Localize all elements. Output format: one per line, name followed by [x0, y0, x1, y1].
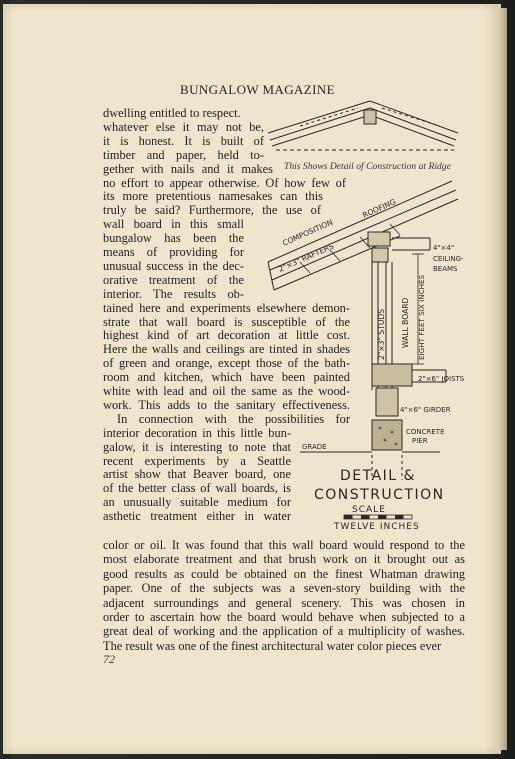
text-line: most elaborate treatment and that brush work on it brought out as	[103, 552, 465, 567]
text-line: of the better class of wall boards, is	[103, 481, 291, 496]
text-line: room and kitchen, which have been painted	[103, 370, 350, 385]
text-line: strate that wall board is susceptible of the	[103, 314, 350, 329]
label-studs: 2"×3" STUDS	[377, 308, 386, 360]
label-roofing: ROOFING	[361, 197, 398, 220]
label-joists: 2"×6" JOISTS	[418, 375, 465, 383]
text-line: whatever else it may not be,	[103, 119, 264, 134]
text-line: an unusually suitable medium for	[103, 495, 291, 510]
label-rafters: 2"×3" RAFTERS	[277, 241, 336, 274]
text-line: galow, it is interesting to note that	[103, 439, 291, 454]
text-line: highest kind of art decoration at little cost.	[103, 328, 350, 343]
label-pier-1: CONCRETE	[406, 428, 445, 436]
text-line: truly be said? Furthermore, the use of	[103, 203, 321, 218]
text-line: good results as could be obtained on the finest Whatman drawing	[103, 566, 465, 581]
label-grade: GRADE	[302, 443, 327, 451]
text-line: bungalow has been the	[103, 231, 244, 246]
text-line: asthetic treatment either in water	[103, 509, 291, 524]
detail-title-line1: DETAIL &	[340, 468, 416, 484]
text-line: gether with nails and it makes	[103, 161, 273, 176]
label-height: EIGHT FEET SIX INCHES	[417, 274, 426, 360]
detail-title-line2: CONSTRUCTION	[314, 487, 445, 503]
text-line: order to ascertain how the board would behave when subjected to a	[103, 610, 465, 624]
label-girder: 4"×6" GIRDER	[400, 406, 451, 414]
ridge-figure-caption: This Shows Detail of Construction at Ridge	[284, 161, 451, 172]
scale-bar	[344, 515, 412, 519]
label-composition: COMPOSITION	[281, 217, 335, 248]
text-line: interior decoration in this little bun-	[103, 425, 291, 440]
text-line: work. This adds to the sanitary effectiveness.	[103, 397, 350, 412]
text-line: recent experiments by a Seattle	[103, 453, 291, 468]
text-line: In connection with the possibilities for	[117, 411, 350, 426]
label-wall-board: WALL BOARD	[401, 297, 410, 348]
text-line: means of providing for	[103, 245, 244, 259]
text-line: paper. One of the subjects was a seven-story building with the	[103, 581, 465, 596]
text-line: its more pretentious namesakes can this	[103, 189, 323, 204]
text-line: Here the walls and ceilings are tinted in shades	[103, 342, 350, 357]
text-line: it is honest. It is built of	[103, 133, 264, 148]
text-line: white with lead and oil the same as the wood-	[103, 384, 350, 398]
label-ceiling-beams-size: 4"×4"	[433, 244, 455, 252]
text-line: of green and orange, except those of the bath-	[103, 356, 350, 371]
text-line: adjacent surroundings and general scenery. This was chosen in	[103, 595, 465, 610]
label-ceiling-beams-2: BEAMS	[433, 265, 458, 273]
text-line: unusual success in the dec-	[103, 258, 244, 273]
text-line: The result was one of the finest architectural water color pieces ever	[103, 638, 442, 653]
text-line: orative treatment of the	[103, 272, 244, 287]
page-number: 72	[103, 652, 115, 666]
detail-scale-label: SCALE	[352, 505, 386, 515]
text-line: great deal of working and the application of a multiplicity of washes.	[103, 624, 465, 639]
text-line: artist show that Beaver board, one	[103, 467, 291, 482]
text-line: timber and paper, held to-	[103, 147, 264, 162]
text-line: no effort to appear otherwise. Of how few of	[103, 175, 346, 190]
running-head: BUNGALOW MAGAZINE	[180, 82, 335, 97]
label-pier-2: PIER	[412, 437, 428, 445]
label-ceiling-beams-1: CEILING-	[433, 255, 464, 263]
text-line: wall board in this small	[103, 217, 244, 232]
detail-scale-value: TWELVE INCHES	[334, 522, 420, 532]
text-line: color or oil. It was found that this wall board would respond to the	[103, 538, 465, 552]
text-line: interior. The results ob-	[103, 286, 244, 301]
text-line: tained here and experiments elsewhere demon-	[103, 300, 350, 315]
text-line: dwelling entitled to respect.	[103, 106, 241, 120]
